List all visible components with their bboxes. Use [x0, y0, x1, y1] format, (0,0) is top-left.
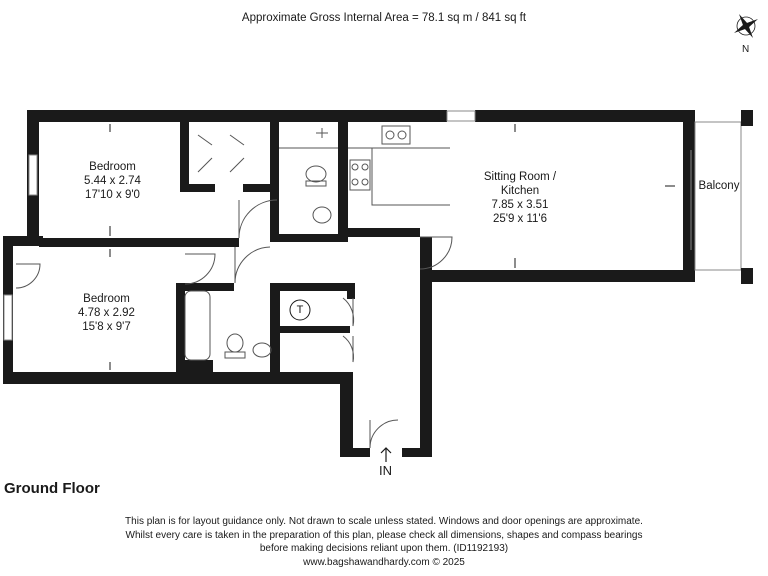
entrance-arrow-icon: [381, 448, 391, 462]
floor-label: Ground Floor: [4, 480, 100, 497]
bedroom-2-label: [64, 292, 149, 334]
disclaimer-line-1: This plan is for layout guidance only. Not drawn to scale unless stated. Windows and door openings are approximate.: [125, 516, 643, 527]
bedroom-2-name: Bedroom: [83, 293, 130, 305]
sitting-room-imperial: 25'9 x 11'6: [492, 213, 548, 225]
sitting-room-name-2: Kitchen: [500, 185, 540, 197]
sitting-room-name-1: Sitting Room /: [483, 171, 557, 183]
disclaimer: [0, 515, 768, 569]
cupboard-label: T: [296, 304, 304, 316]
bedroom-1-label: [70, 160, 155, 202]
north-label: N: [742, 44, 750, 55]
bedroom-2-imperial: 15'8 x 9'7: [82, 321, 131, 333]
entrance-label: IN: [379, 463, 392, 478]
bedroom-1-metric: 5.44 x 2.74: [84, 175, 141, 187]
balcony: [691, 110, 753, 284]
sitting-room-metric: 7.85 x 3.51: [491, 199, 549, 211]
shower-room-fixtures: [279, 128, 338, 223]
bathroom-fixtures: [185, 291, 271, 360]
gross-internal-area: Approximate Gross Internal Area = 78.1 sq m / 841 sq ft: [241, 12, 527, 24]
disclaimer-line-4: www.bagshawandhardy.com © 2025: [303, 556, 465, 568]
bedroom-1-imperial: 17'10 x 9'0: [85, 189, 140, 201]
kitchen-units: [348, 126, 450, 205]
bedroom-2-metric: 4.78 x 2.92: [78, 307, 135, 319]
bedroom-1-name: Bedroom: [89, 161, 136, 173]
disclaimer-line-2: Whilst every care is taken in the preparation of this plan, please check all dimensions, shapes and compass bearings: [125, 529, 643, 541]
sitting-room-label: [470, 170, 570, 226]
balcony-label: Balcony: [698, 180, 740, 192]
disclaimer-line-3: before making decisions reliant upon them. (ID1192193): [259, 543, 509, 554]
